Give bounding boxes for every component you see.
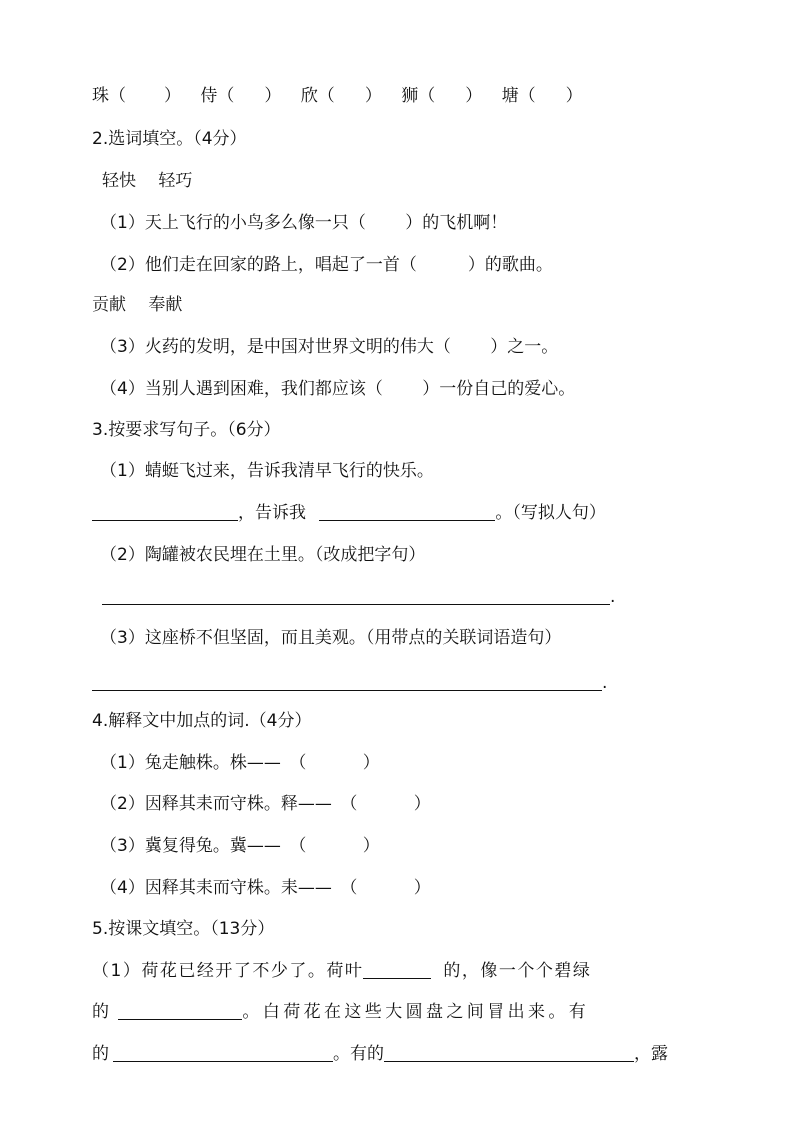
q3-answer-1 <box>92 501 606 525</box>
q1-close: ） <box>264 86 282 106</box>
q3-answer-1-mid: ，告诉我 <box>238 503 306 523</box>
q2-word-choices-1: 轻快 轻巧 <box>102 171 193 191</box>
q2-sentence-3: （3）火药的发明，是中国对世界文明的伟大（ ）之一。 <box>100 337 559 357</box>
q4-item-3: （3）冀复得兔。冀—— （ ） <box>100 836 380 856</box>
q5-title: 5.按课文填空。（13分） <box>92 919 275 939</box>
q3-sentence-1: （1）蜻蜓飞过来，告诉我清早飞行的快乐。 <box>100 461 434 481</box>
answer-blank[interactable] <box>118 1001 242 1020</box>
q1-close: ） <box>364 86 382 106</box>
q2-title: 2.选词填空。（4分） <box>92 129 247 149</box>
q4-title: 4.解释文中加点的词.（4分） <box>92 711 312 731</box>
q5-text: 。有的 <box>333 1044 384 1064</box>
q3-title: 3.按要求写句子。（6分） <box>92 420 281 440</box>
answer-blank[interactable] <box>319 502 495 521</box>
answer-blank[interactable] <box>92 672 602 691</box>
q5-text: 。白荷花在这些大圆盘之间冒出来。有 <box>242 1002 590 1022</box>
answer-blank[interactable] <box>92 502 238 521</box>
q1-char: 欣（ <box>300 86 335 106</box>
q1-item <box>92 86 181 106</box>
q5-para-line-1 <box>92 959 591 983</box>
q2-sentence-2: （2）他们走在回家的路上，唱起了一首（ ）的歌曲。 <box>100 255 553 275</box>
q5-text: 的 <box>92 1044 109 1064</box>
q3-answer-1-end: 。（写拟人句） <box>495 503 606 523</box>
q1-close: ） <box>465 86 483 106</box>
answer-blank[interactable] <box>363 960 431 979</box>
q5-text: ，露 <box>634 1044 668 1064</box>
q1-close: ） <box>565 86 583 106</box>
q1-item <box>502 86 583 106</box>
q2-sentence-1: （1）天上飞行的小鸟多么像一只（ ）的飞机啊！ <box>100 213 508 233</box>
q5-para-line-2 <box>92 1000 589 1024</box>
q1-char: 珠（ <box>92 86 126 106</box>
q1-char: 塘（ <box>501 86 536 106</box>
q4-item-4: （4）因释其耒而守株。耒—— （ ） <box>100 878 431 898</box>
q1-item <box>401 86 482 106</box>
q1-row <box>92 84 597 108</box>
answer-blank[interactable] <box>113 1043 333 1062</box>
q3-sentence-3: （3）这座桥不但坚固，而且美观。（用带点的关联词语造句） <box>100 628 562 648</box>
q2-word-choices-2: 贡献 奉献 <box>92 295 183 315</box>
q1-char: 侍（ <box>200 86 235 106</box>
q4-item-2: （2）因释其耒而守株。释—— （ ） <box>100 794 431 814</box>
q1-close: ） <box>164 86 181 106</box>
q3-answer-3 <box>92 671 607 695</box>
q1-char: 狮（ <box>401 86 436 106</box>
q3-answer-3-end: . <box>602 673 608 693</box>
q2-sentence-4: （4）当别人遇到困难，我们都应该（ ）一份自己的爱心。 <box>100 379 576 399</box>
q4-item-1: （1）兔走触株。株—— （ ） <box>100 753 380 773</box>
q3-answer-2-end: . <box>610 587 616 607</box>
q1-item <box>200 86 281 106</box>
answer-blank[interactable] <box>102 586 610 605</box>
answer-blank[interactable] <box>384 1043 634 1062</box>
q3-sentence-2: （2）陶罐被农民埋在土里。（改成把字句） <box>100 545 426 565</box>
q5-text: （1）荷花已经开了不少了。荷叶 <box>92 961 364 981</box>
q3-answer-2 <box>102 585 615 609</box>
q5-text: 的，像一个个碧绿 <box>443 961 592 981</box>
q5-text: 的 <box>92 1002 113 1022</box>
q5-para-line-3 <box>92 1042 668 1066</box>
q1-item <box>301 86 382 106</box>
